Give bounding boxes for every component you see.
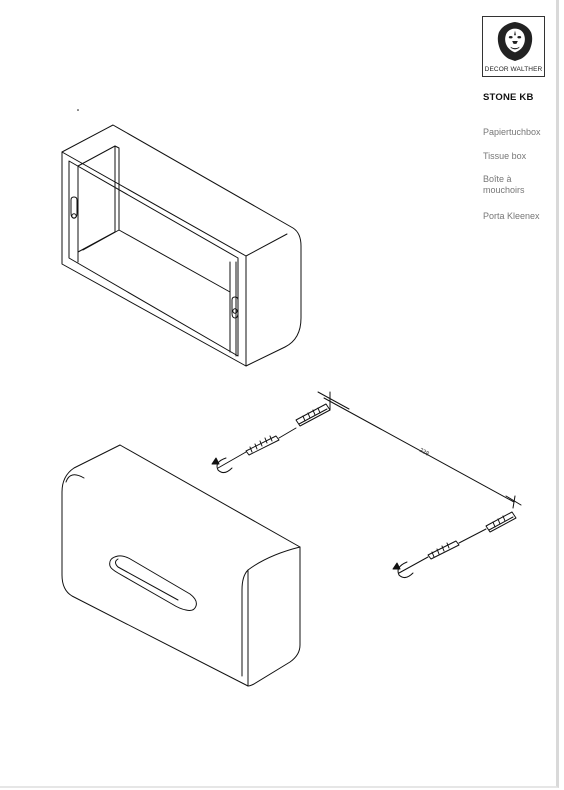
brand-name: DECOR WALTHER	[484, 66, 543, 73]
description-line: mouchoirs	[483, 185, 525, 195]
product-title: STONE KB	[483, 92, 534, 103]
mounting-hardware-drawing	[212, 392, 521, 578]
description-line: Papiertuchbox	[483, 127, 541, 137]
dimension-label: 228	[418, 447, 430, 458]
description-line: Boîte à	[483, 174, 512, 184]
stray-dot	[77, 109, 79, 111]
description-line: Tissue box	[483, 151, 527, 161]
wall-bracket-drawing	[62, 125, 301, 366]
description-line: Porta Kleenex	[483, 211, 540, 221]
tissue-box-drawing	[62, 445, 300, 686]
